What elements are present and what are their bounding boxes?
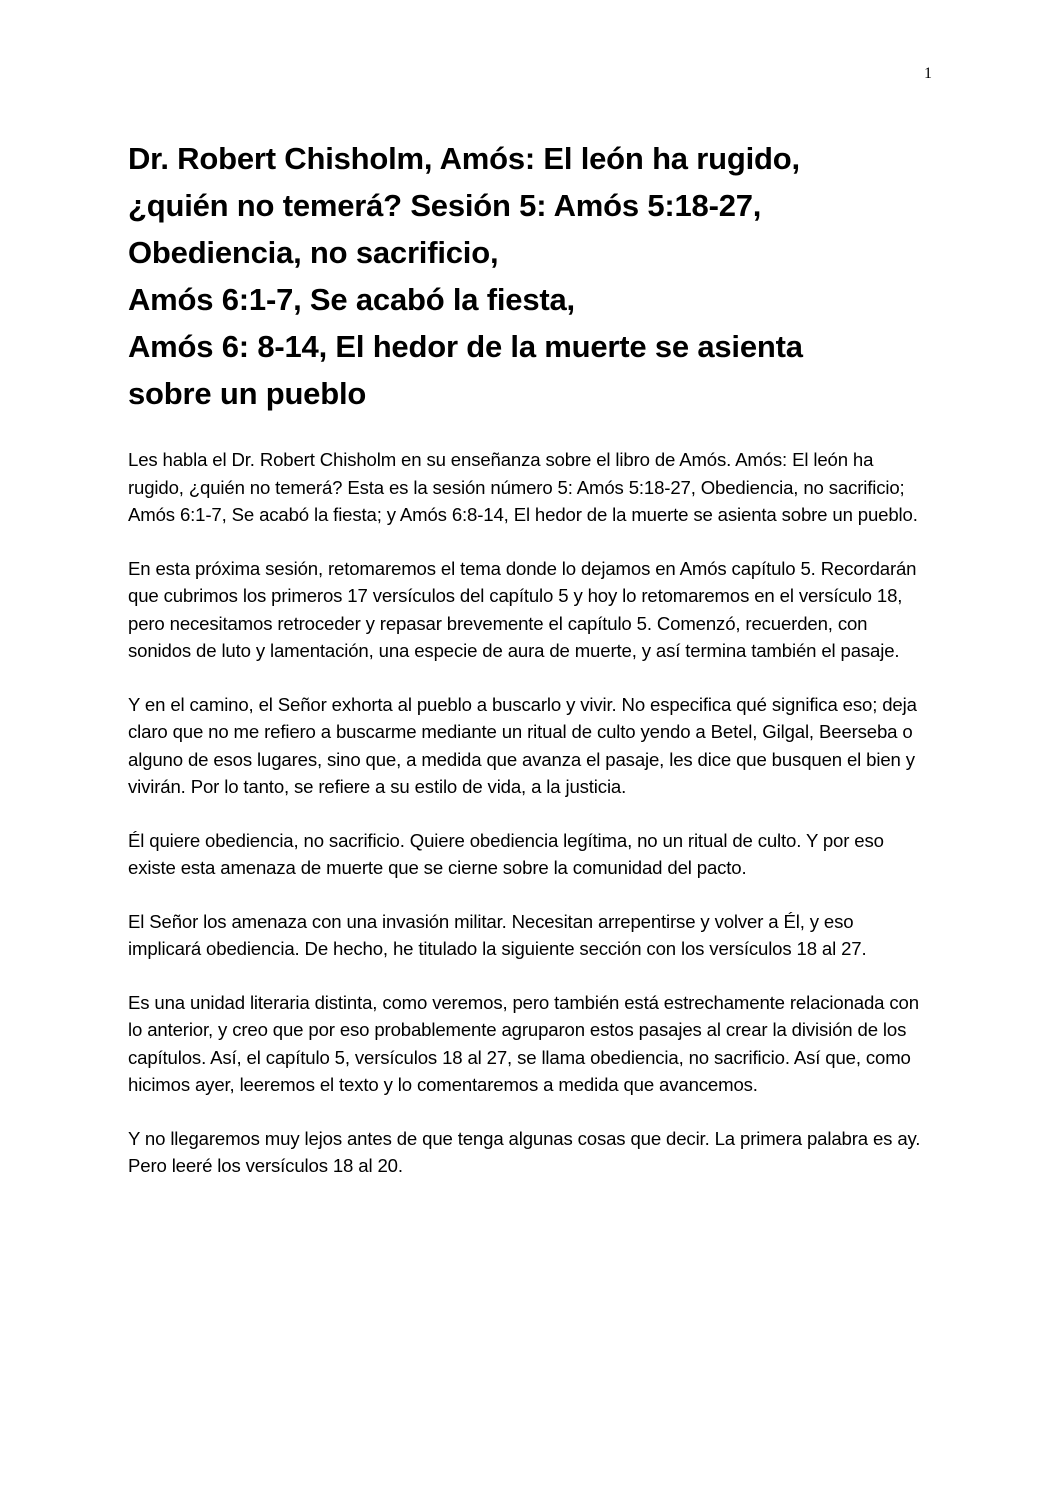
title-line: Amós 6:1-7, Se acabó la fiesta, <box>128 282 575 317</box>
page-number: 1 <box>924 65 932 82</box>
document-body <box>128 126 928 1206</box>
paragraph: Y no llegaremos muy lejos antes de que tenga algunas cosas que decir. La primera palabra es ay. Pero leeré los versículos 18 al 20. <box>128 1127 921 1176</box>
title-line: ¿quién no temerá? Sesión 5: Amós 5:18-27, <box>128 188 762 223</box>
paragraph-intro: Les habla el Dr. Robert Chisholm en su enseñanza sobre el libro de Amós. Amós: El león ha rugido, ¿quién no temerá? Esta es la sesión número 5: Amós 5:18-27, Obediencia, no sacrificio; Amós 6:1-7, Se acabó la fiesta; y Amós 6:8-14, El hedor de la muerte se asienta sobre un pueblo. <box>128 449 918 525</box>
title-line: Amós 6: 8-14, El hedor de la muerte se asienta <box>128 329 803 364</box>
title-line: Dr. Robert Chisholm, Amós: El león ha rugido, <box>128 141 800 176</box>
title-line: sobre un pueblo <box>128 376 367 411</box>
paragraph: En esta próxima sesión, retomaremos el tema donde lo dejamos en Amós capítulo 5. Recordarán que cubrimos los primeros 17 versículos del capítulo 5 y hoy lo retomaremos en el versículo 18, pero necesitamos retroceder y repasar brevemente el capítulo 5. Comenzó, recuerden, con sonidos de luto y lamentación, una especie de aura de muerte, y así termina también el pasaje. <box>128 557 917 661</box>
paragraph: El Señor los amenaza con una invasión militar. Necesitan arrepentirse y volver a Él, y eso implicará obediencia. De hecho, he titulado la siguiente sección con los versículos 18 al 27. <box>128 910 867 959</box>
title-line: Obediencia, no sacrificio, <box>128 235 499 270</box>
paragraph: Él quiere obediencia, no sacrificio. Quiere obediencia legítima, no un ritual de culto. Y por eso existe esta amenaza de muerte que se cierne sobre la comunidad del pacto. <box>128 829 884 878</box>
paragraph: Es una unidad literaria distinta, como veremos, pero también está estrechamente relacionada con lo anterior, y creo que por eso probablemente agruparon estos pasajes al crear la división de los capítulos. Así, el capítulo 5, versículos 18 al 27, se llama obediencia, no sacrificio. Así que, como hicimos ayer, leeremos el texto y lo comentaremos a medida que avancemos. <box>128 991 919 1095</box>
document-title <box>128 126 928 417</box>
transcript-text <box>128 446 928 1180</box>
paragraph: Y en el camino, el Señor exhorta al pueblo a buscarlo y vivir. No especifica qué significa eso; deja claro que no me refiero a buscarme mediante un ritual de culto yendo a Betel, Gilgal, Beerseba o alguno de esos lugares, sino que, a medida que avanza el pasaje, les dice que busquen el bien y vivirán. Por lo tanto, se refiere a su estilo de vida, a la justicia. <box>128 693 917 797</box>
